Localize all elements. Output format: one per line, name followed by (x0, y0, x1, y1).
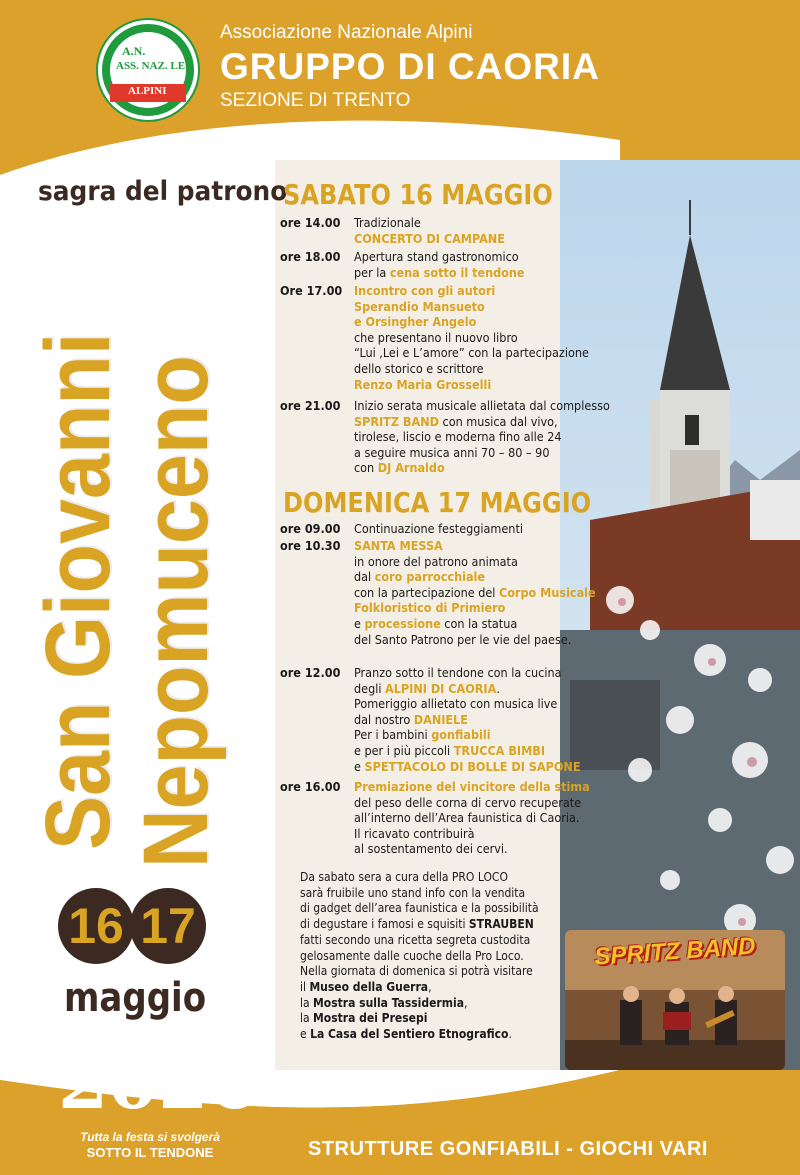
info-line: Da sabato sera a cura della PRO LOCO (300, 870, 508, 884)
info-bold: Mostra sulla Tassidermia (313, 995, 464, 1010)
info-line: sarà fruibile uno stand info con la vendita (300, 885, 526, 900)
info-bold: Museo della Guerra (309, 979, 429, 994)
event-highlight: Folkloristico di Primiero (354, 600, 506, 616)
info-bold: STRAUBEN (468, 917, 534, 932)
saturday-heading: SABATO 16 MAGGIO (283, 178, 553, 211)
title-nepomuceno: Nepomuceno (125, 355, 227, 869)
event-time: ore 14.00 (280, 215, 341, 230)
info-line: , (428, 979, 432, 994)
event-highlight: SANTA MESSA (354, 538, 443, 553)
event-line: dello storico e scrittore (354, 360, 484, 376)
day-16-badge: 16 (58, 888, 134, 964)
year-label: 2026 (58, 1040, 259, 1125)
logo-text-top: A.N. (122, 44, 146, 58)
event-highlight: DANIELE (413, 711, 468, 727)
association-name: Associazione Nazionale Alpini (220, 22, 473, 43)
logo-text-bottom: ALPINI (128, 85, 167, 97)
spritz-band-title: SPRITZ BAND (593, 932, 757, 971)
info-line: e (300, 1027, 311, 1042)
event-line: Per i bambini (354, 727, 432, 743)
event-line: e (354, 758, 365, 774)
month-label: maggio (64, 975, 207, 1021)
info-bold: Mostra dei Presepi (313, 1011, 428, 1026)
sun-event-1200 (280, 665, 620, 774)
event-time: ore 09.00 (280, 521, 341, 536)
ana-logo (98, 20, 198, 120)
event-line: all’interno dell’Area faunistica di Caoria. (354, 810, 580, 826)
event-line: al sostentamento dei cervi. (354, 841, 508, 857)
event-line: . (496, 680, 500, 696)
sunday-heading: DOMENICA 17 MAGGIO (283, 486, 592, 519)
info-line: fatti secondo una ricetta segreta custodita (300, 932, 531, 947)
event-line: che presentano il nuovo libro (354, 329, 518, 345)
info-line: . (508, 1027, 512, 1042)
event-highlight: e Orsingher Angelo (354, 314, 477, 330)
event-line: del Santo Patrono per le vie del paese. (354, 631, 572, 647)
event-highlight: SPETTACOLO DI BOLLE DI SAPONE (364, 758, 581, 774)
event-line: Apertura stand gastronomico (354, 249, 519, 264)
spritz-band-photo (565, 930, 785, 1070)
event-line: a seguire musica anni 70 – 80 – 90 (354, 444, 550, 460)
event-line: Inizio serata musicale allietata dal complesso (354, 398, 610, 413)
event-line: dal (354, 569, 375, 585)
sun-event-1600 (280, 779, 620, 857)
event-highlight: ALPINI DI CAORIA (385, 680, 497, 696)
info-line: gelosamente dalle cuoche della Pro Loco. (300, 948, 524, 963)
event-line: con la partecipazione del (354, 584, 499, 600)
event-line: e (354, 615, 365, 631)
event-line: con (354, 460, 378, 476)
event-line: per la (354, 264, 390, 280)
event-highlight: coro parrocchiale (374, 569, 486, 585)
event-highlight: SPRITZ BAND (354, 413, 439, 429)
info-line: la (300, 1011, 314, 1026)
event-line: Pranzo sotto il tendone con la cucina (354, 665, 562, 680)
sun-event-1030 (280, 538, 620, 647)
info-line: la (300, 995, 314, 1010)
event-time: ore 10.30 (280, 538, 341, 553)
sagra-subtitle: sagra del patrono (38, 176, 288, 207)
event-time: Ore 17.00 (280, 283, 343, 298)
info-line: di degustare i famosi e squisiti (300, 917, 469, 932)
event-highlight: Premiazione del vincitore della stima (354, 779, 590, 794)
event-line: Il ricavato contribuirà (354, 825, 475, 841)
title-san-giovanni: San Giovanni (27, 332, 129, 850)
logo-text-mid: ASS. NAZ. LE (116, 60, 186, 72)
day-17-badge: 17 (130, 888, 206, 964)
event-line: Continuazione festeggiamenti (354, 521, 523, 536)
tent-note-line2: SOTTO IL TENDONE (86, 1145, 214, 1160)
event-time: ore 12.00 (280, 665, 341, 680)
info-line: il (300, 979, 310, 994)
event-line: del peso delle corna di cervo recuperate (354, 794, 582, 810)
event-time: ore 18.00 (280, 249, 341, 264)
section-name: SEZIONE DI TRENTO (220, 90, 411, 111)
info-line: di gadget dell’area faunistica e la possibilità (300, 901, 539, 916)
info-line: Nella giornata di domenica si potrà visitare (300, 964, 533, 979)
event-line: “Lui ,Lei e L’amore” con la partecipazione (354, 345, 589, 361)
info-line: , (463, 995, 468, 1010)
event-highlight: Sperandio Mansueto (354, 298, 485, 314)
event-time: ore 16.00 (280, 779, 341, 794)
event-line: degli (354, 680, 386, 696)
event-line: e per i più piccoli (354, 742, 454, 758)
event-line: Tradizionale (354, 215, 421, 230)
event-highlight: Incontro con gli autori (354, 283, 496, 298)
event-highlight: CONCERTO DI CAMPANE (354, 230, 505, 246)
tent-note-line1: Tutta la festa si svolgerà (80, 1130, 220, 1144)
event-time: ore 21.00 (280, 398, 341, 413)
event-highlight: Renzo Maria Grosselli (354, 376, 492, 392)
sun-event-0900 (280, 521, 620, 537)
event-line: tirolese, liscio e moderna fino alle 24 (354, 429, 562, 445)
group-name: GRUPPO DI CAORIA (220, 46, 600, 87)
footer-banner: STRUTTURE GONFIABILI - GIOCHI VARI (308, 1138, 708, 1160)
pro-loco-info (300, 870, 570, 1043)
event-line: in onore del patrono animata (354, 553, 518, 569)
sat-event-2100 (280, 398, 620, 476)
sat-event-1700 (280, 283, 620, 392)
event-highlight: gonfiabili (431, 727, 491, 743)
event-line: con musica dal vivo, (438, 413, 558, 429)
info-bold: La Casa del Sentiero Etnografico (310, 1027, 509, 1042)
sat-event-1800 (280, 249, 620, 280)
event-highlight: Corpo Musicale (498, 584, 596, 600)
sat-event-1400 (280, 215, 620, 246)
event-line: con la statua (440, 615, 518, 631)
event-highlight: TRUCCA BIMBI (453, 742, 546, 758)
event-line: Pomeriggio allietato con musica live (354, 696, 558, 712)
event-highlight: DJ Arnaldo (377, 460, 445, 476)
event-highlight: processione (364, 615, 441, 631)
event-highlight: cena sotto il tendone (389, 264, 525, 280)
event-line: dal nostro (354, 711, 414, 727)
